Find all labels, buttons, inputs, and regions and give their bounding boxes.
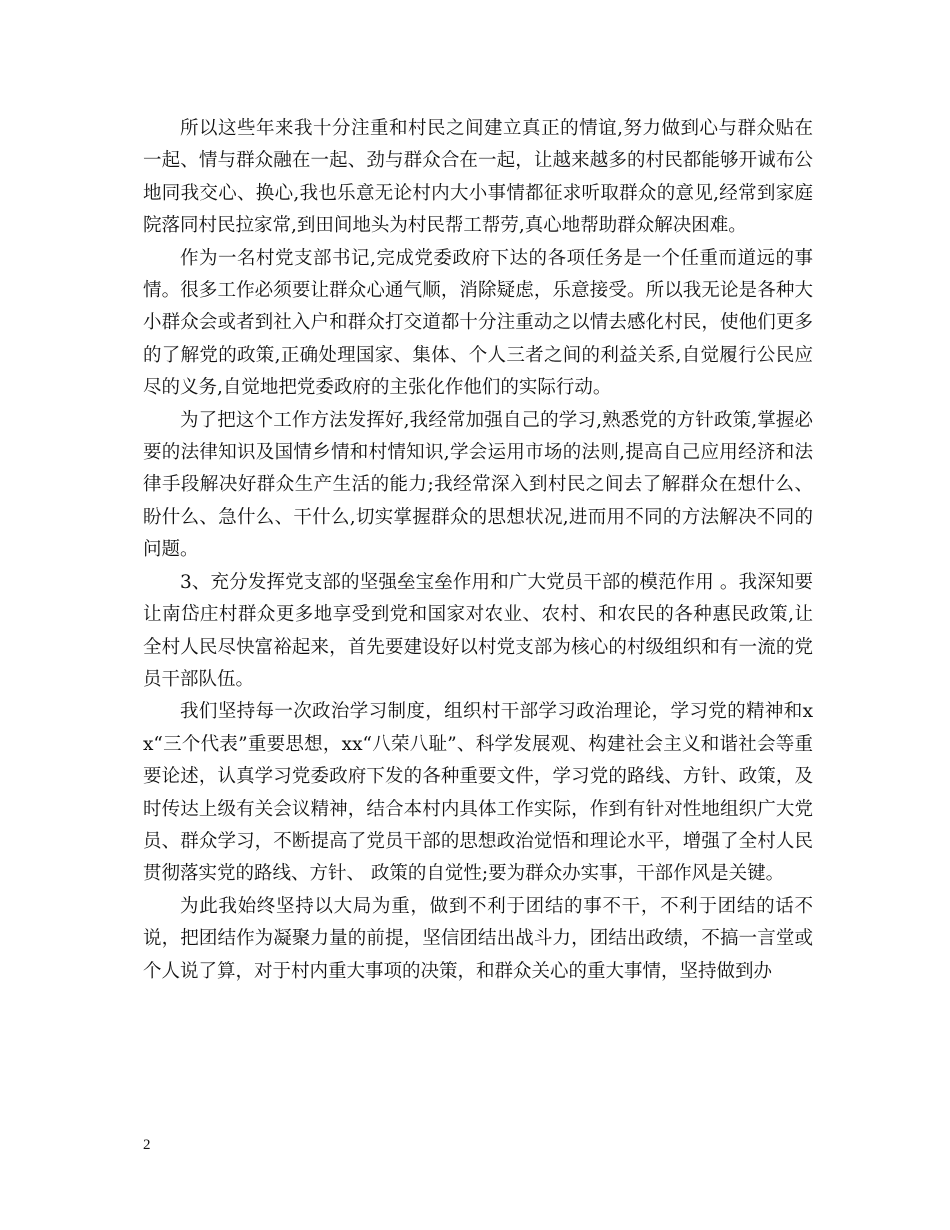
paragraph-4: 3、充分发挥党支部的坚强垒宝垒作用和广大党员干部的模范作用 。我深知要让南岱庄村群众更多地享受到党和国家对农业、农村、和农民的各种惠民政策,让全村人民尽快富裕起来，首先要建设好以村党支部为核心的村级组织和有一流的党员干部队伍。 xyxy=(143,571,813,690)
paragraph-2: 作为一名村党支部书记,完成党委政府下达的各项任务是一个任重而道远的事情。很多工作必须要让群众心通气顺，消除疑虑，乐意接受。所以我无论是各种大小群众会或者到社入户和群众打交道都十分注重动之以情去感化村民，使他们更多的了解党的政策,正确处理国家、集体、个人三者之间的利益关系,自觉履行公民应尽的义务,自觉地把党委政府的主张化作他们的实际行动。 xyxy=(143,247,813,399)
paragraph-6: 为此我始终坚持以大局为重，做到不利于团结的事不干，不利于团结的话不说，把团结作为凝聚力量的前提，坚信团结出战斗力，团结出政绩，不搞一言堂或个人说了算，对于村内重大事项的决策，和群众关心的重大事情，坚持做到办 xyxy=(143,895,813,982)
paragraph-5: 我们坚持每一次政治学习制度，组织村干部学习政治理论，学习党的精神和xx“三个代表”重要思想，xx“八荣八耻”、科学发展观、构建社会主义和谐社会等重要论述，认真学习党委政府下发的各种重要文件，学习党的路线、方针、政策，及时传达上级有关会议精神，结合本村内具体工作实际，作到有针对性地组织广大党员、群众学习，不断提高了党员干部的思想政治觉悟和理论水平，增强了全村人民贯彻落实党的路线、方针、 政策的自觉性;要为群众办实事，干部作风是关键。 xyxy=(143,701,813,885)
paragraph-1: 所以这些年来我十分注重和村民之间建立真正的情谊,努力做到心与群众贴在一起、情与群众融在一起、劲与群众合在一起，让越来越多的村民都能够开诚布公地同我交心、换心,我也乐意无论村内大小事情都征求听取群众的意见,经常到家庭院落同村民拉家常,到田间地头为村民帮工帮劳,真心地帮助群众解决困难。 xyxy=(143,118,813,237)
document-body xyxy=(143,113,813,988)
paragraph-3: 为了把这个工作方法发挥好,我经常加强自己的学习,熟悉党的方针政策,掌握必要的法律知识及国情乡情和村情知识,学会运用市场的法则,提高自己应用经济和法律手段解决好群众生产生活的能力;我经常深入到村民之间去了解群众在想什么、盼什么、急什么、干什么,切实掌握群众的思想状况,进而用不同的方法解决不同的问题。 xyxy=(143,409,813,561)
page-number: 2 xyxy=(143,1137,151,1153)
